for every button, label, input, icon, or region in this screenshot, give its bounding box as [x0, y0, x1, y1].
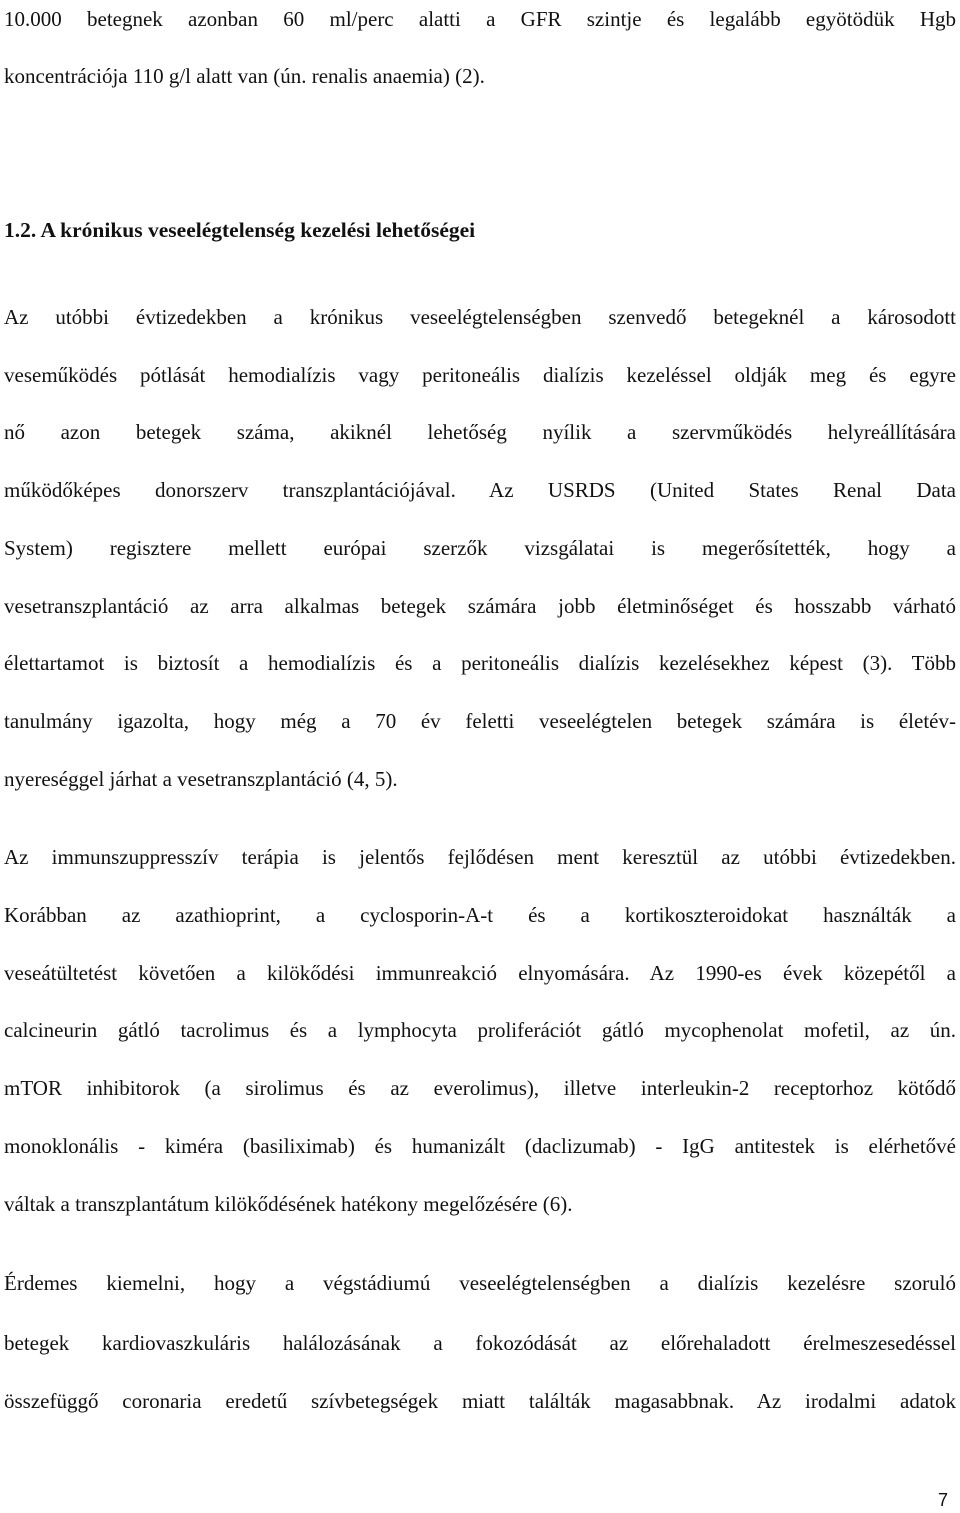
intro-line-1: 10.000 betegnek azonban 60 ml/perc alatti a GFR szintje és legalább egyötödük Hgb	[4, 7, 956, 31]
page-number: 7	[937, 1490, 948, 1510]
paragraph1-line-8: tanulmány igazolta, hogy még a 70 év feletti veseelégtelen betegek számára is életév-	[4, 709, 956, 733]
paragraph1-line-3: nő azon betegek száma, akiknél lehetőség nyílik a szervműködés helyreállítására	[4, 420, 956, 444]
paragraph1-line-5: System) regisztere mellett európai szerzők vizsgálatai is megerősítették, hogy a	[4, 536, 956, 560]
paragraph1-line-1: Az utóbbi évtizedekben a krónikus veseelégtelenségben szenvedő betegeknél a károsodott	[4, 305, 956, 329]
paragraph2-line-5: mTOR inhibitorok (a sirolimus és az everolimus), illetve interleukin-2 receptorhoz kötődő	[4, 1076, 956, 1100]
paragraph3-line-1: Érdemes kiemelni, hogy a végstádiumú veseelégtelenségben a dialízis kezelésre szoruló	[4, 1271, 956, 1295]
intro-line-2: koncentrációja 110 g/l alatt van (ún. renalis anaemia) (2).	[4, 64, 485, 88]
section-heading: 1.2. A krónikus veseelégtelenség kezelési lehetőségei	[4, 218, 476, 242]
paragraph1-line-9: nyereséggel járhat a vesetranszplantáció (4, 5).	[4, 767, 398, 791]
paragraph2-line-3: veseátültetést követően a kilökődési immunreakció elnyomására. Az 1990-es évek közepétől a	[4, 961, 956, 985]
paragraph2-line-4: calcineurin gátló tacrolimus és a lymphocyta proliferációt gátló mycophenolat mofetil, az ún.	[4, 1018, 956, 1042]
paragraph3-line-2: betegek kardiovaszkuláris halálozásának a fokozódását az előrehaladott érelmeszesedéssel	[4, 1331, 956, 1355]
paragraph2-line-1: Az immunszuppresszív terápia is jelentős fejlődésen ment keresztül az utóbbi évtizedekben.	[4, 845, 956, 869]
document-page	[4, 0, 956, 1513]
paragraph2-line-7: váltak a transzplantátum kilökődésének hatékony megelőzésére (6).	[4, 1192, 573, 1216]
paragraph1-line-6: vesetranszplantáció az arra alkalmas betegek számára jobb életminőséget és hosszabb várható	[4, 594, 956, 618]
paragraph3-line-3: összefüggő coronaria eredetű szívbetegségek miatt találták magasabbnak. Az irodalmi adatok	[4, 1389, 956, 1413]
paragraph1-line-7: élettartamot is biztosít a hemodialízis és a peritoneális dialízis kezelésekhez képest (3). Több	[4, 651, 956, 675]
paragraph2-line-6: monoklonális - kiméra (basiliximab) és humanizált (daclizumab) - IgG antitestek is elérhetővé	[4, 1134, 956, 1158]
paragraph2-line-2: Korábban az azathioprint, a cyclosporin-A-t és a kortikoszteroidokat használták a	[4, 903, 956, 927]
paragraph1-line-4: működőképes donorszerv transzplantációjával. Az USRDS (United States Renal Data	[4, 478, 956, 502]
paragraph1-line-2: veseműködés pótlását hemodialízis vagy peritoneális dialízis kezeléssel oldják meg és egyre	[4, 363, 956, 387]
